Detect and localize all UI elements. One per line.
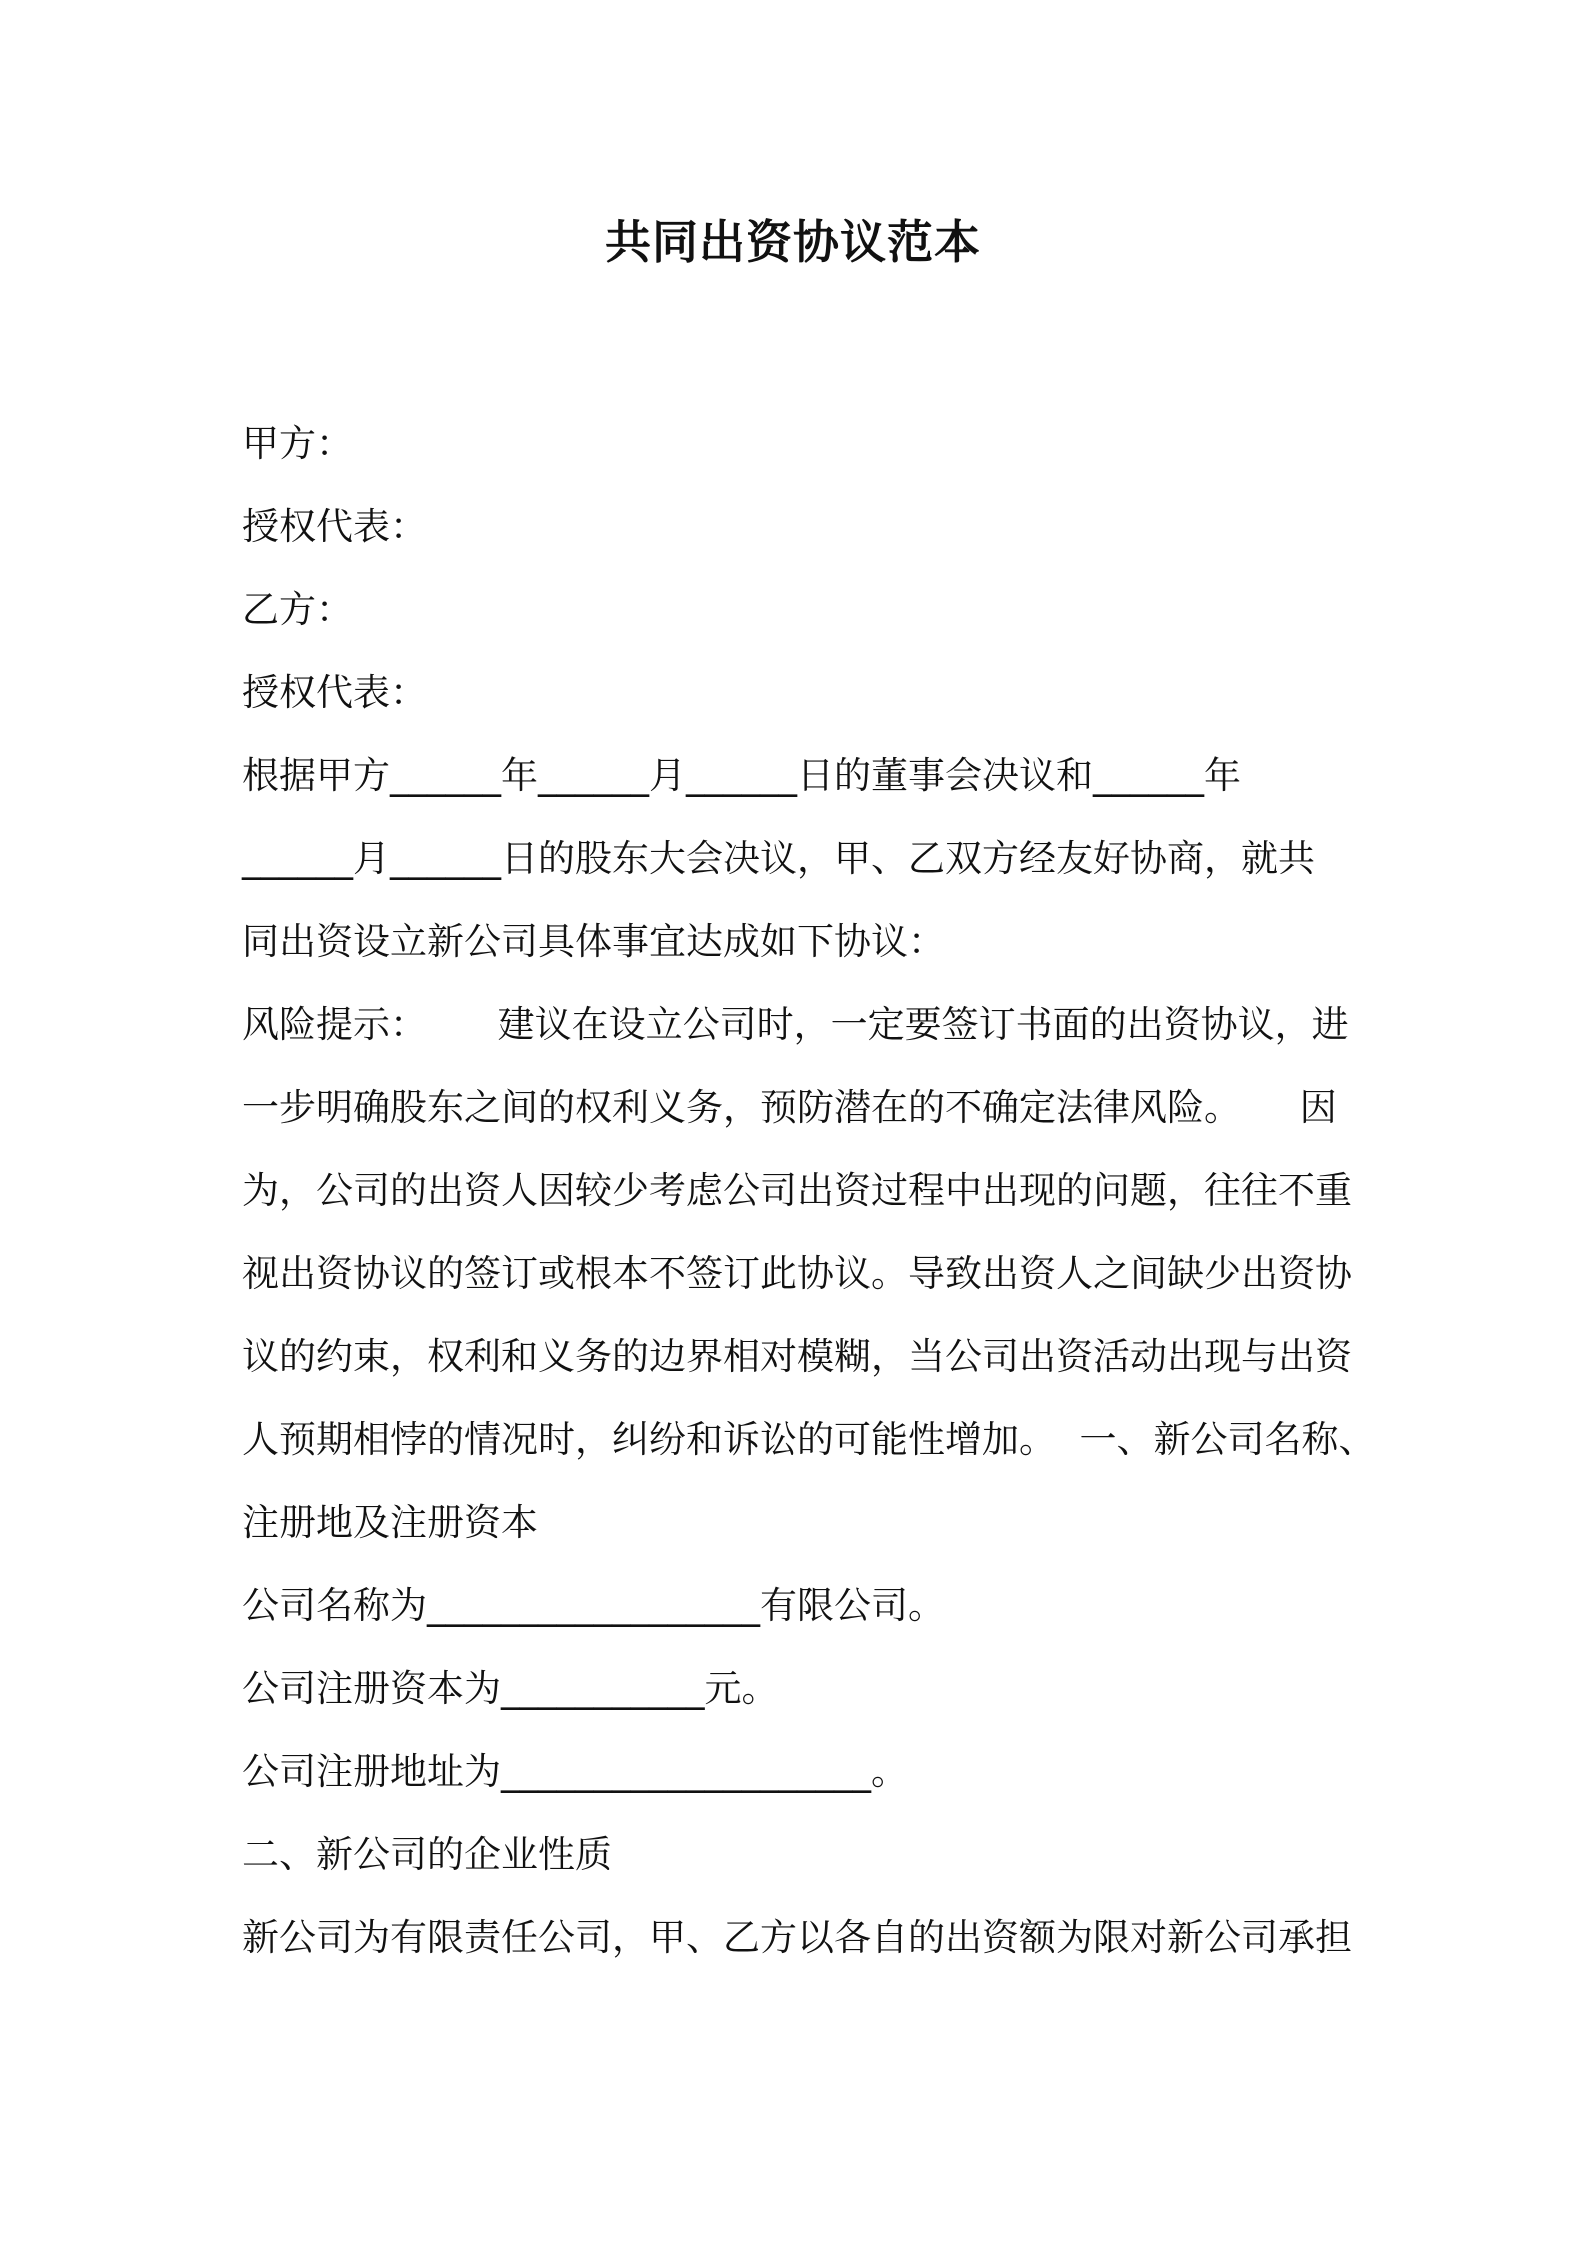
authorized-rep-a-label: 授权代表：	[242, 505, 427, 548]
text-line	[242, 1315, 1362, 1398]
text-line	[242, 402, 1362, 485]
text-line	[242, 983, 1362, 1066]
text-line	[242, 651, 1362, 734]
text-line	[242, 1398, 1376, 1481]
registered-address-line: 公司注册地址为____________________。	[242, 1750, 908, 1793]
company-nature-line: 新公司为有限责任公司，甲、乙方以各自的出资额为限对新公司承担	[242, 1916, 1352, 1959]
risk-notice-line: 一步明确股东之间的权利义务，预防潜在的不确定法律风险。 因	[242, 1086, 1337, 1129]
risk-notice-line: 人预期相悖的情况时，纠纷和诉讼的可能性增加。 一、新公司名称、	[242, 1418, 1376, 1461]
text-line	[242, 1232, 1362, 1315]
preamble-line: 根据甲方______年______月______日的董事会决议和______年	[242, 754, 1241, 797]
text-line	[242, 1730, 1362, 1813]
section-heading: 二、新公司的企业性质	[242, 1833, 612, 1876]
document-body	[242, 402, 1376, 1979]
section-heading: 注册地及注册资本	[242, 1501, 538, 1544]
registered-capital-line: 公司注册资本为___________元。	[242, 1667, 779, 1710]
text-line	[242, 1896, 1362, 1979]
text-line	[242, 817, 1362, 900]
text-line	[242, 1149, 1362, 1232]
preamble-line: ______月______日的股东大会决议，甲、乙双方经友好协商，就共	[242, 837, 1315, 880]
risk-notice-line: 风险提示： 建议在设立公司时，一定要签订书面的出资协议，进	[242, 1003, 1349, 1046]
text-line	[242, 900, 1362, 983]
text-line	[242, 1647, 1362, 1730]
document-title: 共同出资协议范本	[605, 215, 981, 269]
risk-notice-line: 为，公司的出资人因较少考虑公司出资过程中出现的问题，往往不重	[242, 1169, 1352, 1212]
company-name-line: 公司名称为__________________有限公司。	[242, 1584, 945, 1627]
preamble-line: 同出资设立新公司具体事宜达成如下协议：	[242, 920, 945, 963]
text-line	[242, 734, 1362, 817]
text-line	[242, 568, 1362, 651]
authorized-rep-b-label: 授权代表：	[242, 671, 427, 714]
risk-notice-line: 视出资协议的签订或根本不签订此协议。导致出资人之间缺少出资协	[242, 1252, 1352, 1295]
text-line	[242, 485, 1362, 568]
text-line	[242, 1564, 1362, 1647]
text-line	[242, 1066, 1362, 1149]
text-line	[242, 1813, 1362, 1896]
risk-notice-line: 议的约束，权利和义务的边界相对模糊，当公司出资活动出现与出资	[242, 1335, 1352, 1378]
text-line	[242, 1481, 1362, 1564]
party-a-label: 甲方：	[242, 422, 353, 465]
party-b-label: 乙方：	[242, 588, 353, 631]
